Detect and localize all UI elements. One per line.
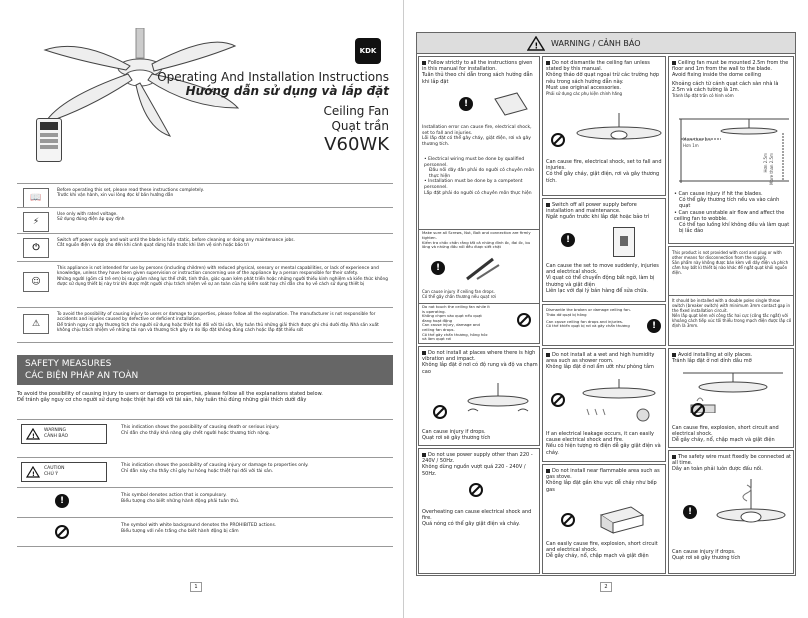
vibrating-fan-icon xyxy=(463,383,533,423)
title-vi: Hướng dẫn sử dụng và lắp đặt xyxy=(185,84,389,98)
warning-box: This product is not provided with cord and plug or with other means for disconnection from the supply. Sản phẩm này không được bán kèm với dây điện và phích cắm hay bất kì thiết bị nào khác để ngắt quạt khỏi nguồn điện. It should be installed with a double poles single throw switch (breaker switch) with minimum 3mm contact gap in the fixed installation circuit. Nên lắp quạt kèm với công tắc hai cực (công tắc ngắt) với khoảng cách tiếp xúc tối thiểu trong mạch điện được lắp cố định là 3mm. xyxy=(668,246,794,346)
warning-box: Do not use power supply other than 220 - 240V / 50Hz. Không dùng nguồn vượt quá 220 - 240V / 50Hz. Overheating can cause electrical shock and fire. Quá nóng có thể gây giật điện và cháy. xyxy=(418,448,540,574)
manual-book-icon xyxy=(493,91,529,117)
warning-box: Do not install at a wet and high humidity area such as shower room. Không lắp đặt ở nơi ẩm ướt như phòng tắm If an electrical leakage occurs, it can easily cause electrical shock and fire. Nếu có hiện tượng rò điện dễ gây giật điện và cháy. xyxy=(542,348,666,462)
gas-stove-icon xyxy=(597,501,647,535)
warning-header: ! WARNING / CẢNH BÁO xyxy=(416,32,796,54)
product-vi: Quạt trần xyxy=(331,119,389,133)
compulsory-icon: ! xyxy=(459,97,473,111)
legend-compulsory: ! This symbol denotes action that is compulsory. Biểu tượng cho biết những hành động phải tuân thủ. xyxy=(17,487,393,517)
kdk-logo: KDK xyxy=(355,38,381,64)
warning-triangle-icon xyxy=(26,428,40,440)
page-number: 2 xyxy=(600,582,612,592)
warning-triangle-icon xyxy=(527,36,545,51)
notice-row: ⚠ To avoid the possibility of causing injury to users or damage to properties, please follow all the explanation. The manufacturer is not responsible for accidents and injuries caused by defective or deficient installation. Để tránh ngay cơ gây thương tích cho người sử dụng hoặc thiệt hại đối với tài sản, hãy tuân thủ những giải thích được ghi chú dưới đây. Nhà sản xuất không chịu trách nhiệm về những tai nạn và thương tích gây ra do lắp đặt không đúng cách hoặc lắp đặt thiếu sót xyxy=(17,307,393,343)
compulsory-icon: ! xyxy=(647,319,661,333)
warning-box: Do not dismantle the ceiling fan unless stated by this manual. Không tháo dỡ quạt ngoại trừ các trường hợp nêu trong sách hướng dẫn này. Must use original accessories. Phải sử dụng các phụ kiện chính hãng Can cause fire, electrical shock, set to fall and injuries. Có thể gây cháy, giật điện, rơi và gây thương tích. xyxy=(542,56,666,196)
dimension-label: Hơn 1m xyxy=(683,143,699,148)
screwdriver-icon xyxy=(463,255,503,283)
warning-box: Dismantle the broken or damage ceiling fan. Tháo dỡ quạt bị hỏng Can cause ceiling fan drops and injuries. Có thể khiến quạt bị rơi và gây chấn thương ! xyxy=(542,304,666,346)
svg-text:!: ! xyxy=(534,41,539,50)
dimension-label: Hơn 2.5m xyxy=(763,153,768,173)
dimension-label: More than 1m xyxy=(683,137,711,142)
warning-box: Do not install at places where there is high vibration and impact. Không lắp đặt ở nơi có độ rung và độ va chạm cao Can cause injury if drops. Quạt rơi sẽ gây thương tích xyxy=(418,346,540,446)
prohibited-icon xyxy=(561,513,575,527)
page-2 xyxy=(404,0,808,618)
shower-room-fan-icon xyxy=(577,379,661,427)
product-en: Ceiling Fan xyxy=(323,104,389,118)
safety-banner xyxy=(17,355,393,385)
safety-intro: To avoid the possibility of causing injury to users or damage to properties, please follow all the explanations stated below. Để tránh gây nguy cơ cho người sử dụng hoặc thiệt hại đối với tài sản, hãy tuân thủ đúng những giải thích dưới đây xyxy=(17,391,323,404)
compulsory-icon: ! xyxy=(561,233,575,247)
title-en: Operating And Installation Instructions xyxy=(157,70,389,84)
safety-title-en: SAFETY MEASURES xyxy=(25,359,112,369)
prohibited-icon xyxy=(55,525,69,539)
model-number: V60WK xyxy=(324,134,389,155)
warning-box: Switch off all power supply before installation and maintenance. Ngắt nguồn trước khi lắp đặt hoặc bảo trì ! Can cause the set to move suddenly, injuries and electrical shock. Vì quạt có thể chuyển động bất ngờ, làm bị thương và giật điện Liên lạc với đại lý bán hàng để sửa chữa. xyxy=(542,198,666,302)
legend-prohibited: The symbol with white background denotes the PROHIBITED actions. Biểu tượng với nền trắng cho biết hành động bị cấm xyxy=(17,517,393,547)
warning-box: Follow strictly to all the instructions given in this manual for installation. Tuân thủ theo chỉ dẫn trong sách hướng dẫn khi lắp đặt ! Installation error can cause fire, electrical shock, set to fall and injuries. Lỗi lắp đặt có thể gây cháy, giật điện, rơi và gây thương tích. • Electrical wiring must be done by qualified personnel. Đấu nối dây dẫn phải do người có chuyên môn thực hiện • Installation must be done by a competent personnel. Lắp đặt phải do người có chuyên môn thực hiện Make sure all Screws, Nut, Bolt and connection are firmly tighten. Kiểm tra chắc chắn rằng tất cả những đinh ốc, đai ốc, bu lông và những đầu nối đều được siết chặt ! Can cause injury if ceiling fan drops. Có thể gây chấn thương nếu quạt rơi Do not touch the ceiling fan while it is operating. Không chạm vào quạt nếu quạt đang hoạt động Can cause injury, damage and ceiling fan drops. Có thể gây chấn thương, hỏng hóc và làm quạt rơi xyxy=(418,56,540,344)
warning-box: Do not install near flammable area such as gas stove. Không lắp đặt gần khu vực dễ cháy như bếp gas Can easily cause fire, explosion, short circuit and electrical shock. Dễ gây cháy, nổ, chập mạch và giật điện xyxy=(542,464,666,574)
switch-icon: ⏻ xyxy=(23,238,49,258)
mounting-distance-diagram xyxy=(679,117,791,183)
book-icon: 📖 xyxy=(23,188,49,208)
prohibited-icon xyxy=(469,483,483,497)
safety-wire-fan-icon xyxy=(713,479,789,543)
prohibited-icon xyxy=(517,313,531,327)
legend-warning: ! WARNING CẢNH BÁO This indication shows the possibility of causing death or serious injury. Chỉ dẫn cho thấy khả năng gây chết người hoặc thương tích nặng. xyxy=(17,419,393,457)
warning-box: Avoid installing at oily places. Tránh lắp đặt ở nơi dính dầu mỡ Can cause fire, explosion, short circuit and electrical shock. Dễ gây cháy, nổ, chập mạch và giật điện xyxy=(668,348,794,448)
warning-icon: ⚠ xyxy=(23,314,49,334)
dismantle-fan-icon xyxy=(573,113,665,157)
warning-box: Ceiling fan must be mounted 2.5m from the floor and 1m from the wall to the blade. Avoid fixing inside the dome ceiling Khoảng cách từ cánh quạt cách sàn nhà là 2.5m và cách tường là 1m. Tránh lắp đặt trần có hình vòm More than 1m Hơn 1m More than 2.5m Hơn 2.5m • Can cause injury if hit the blades. Có thể gây thương tích nếu va vào cánh quạt • Can cause unstable air flow and affect the ceiling fan to wobble. Có thể tạo luồng khí không đều và làm quạt bị lắc đảo xyxy=(668,56,794,244)
safety-title-vi: CÁC BIỆN PHÁP AN TOÀN xyxy=(25,371,139,381)
compulsory-icon: ! xyxy=(683,505,697,519)
notice-row: ⏻ Switch off power supply and wait until the blade is fully static, before cleaning or doing any maintenance jobs. Cắt nguồn điện và đợi cho đến khi cánh quạt dừng hẳn trước khi làm vệ sinh hoặc bảo trì xyxy=(17,233,393,261)
notice-row: ⚡ Use only with rated voltage. Sử dụng đúng điện áp quy định xyxy=(17,207,393,233)
legend-caution: ! CAUTION CHÚ Ý This indication shows the possibility of causing injury or damage to properties only. Chỉ dẫn này cho thấy chỉ gây hư hỏng hoặc thiệt hại đối với tài sản. xyxy=(17,457,393,487)
notice-row: ☺ This appliance is not intended for use by persons (including children) with reduced physical, sensory or mental capabilities, or lack of experience and knowledge, unless they have been given supervision or instruction concerning use of the appliance by a person responsible for their safety. Những người (gồm cả trẻ em) bị suy giảm năng lực thể chất, tinh thần, giác quan kém phát triển hoặc những người thiếu kinh nghiệm và kiến thức không được sử dụng thiết bị này trừ khi được một người chịu trách nhiệm về sự an toàn của họ kiểm soát hay chỉ dẫn cho họ về cách sử dụng thiết bị xyxy=(17,261,393,307)
prohibited-icon xyxy=(433,405,447,419)
svg-text:!: ! xyxy=(32,471,35,478)
dimension-label: More than 2.5m xyxy=(769,153,774,185)
caution-triangle-icon xyxy=(26,466,40,478)
plug-icon: ⚡ xyxy=(23,212,49,232)
prohibited-icon xyxy=(691,403,705,417)
compulsory-icon: ! xyxy=(55,494,69,508)
notice-row: 📖 Before operating this set, please read these instructions completely. Trước khi vận hành, xin vui lòng đọc kĩ bản hướng dẫn xyxy=(17,183,393,207)
remote-control-illustration xyxy=(36,118,62,162)
switch-icon xyxy=(613,227,635,257)
prohibited-icon xyxy=(551,393,565,407)
child-icon: ☺ xyxy=(23,272,49,292)
prohibited-icon xyxy=(551,133,565,147)
compulsory-icon: ! xyxy=(431,261,445,275)
svg-text:!: ! xyxy=(32,433,35,440)
warning-box: The safety wire must fixedly be connected at all time. Dây an toàn phải luôn được đấu nối. ! Can cause injury if drops. Quạt rơi sẽ gây thương tích xyxy=(668,450,794,574)
page-number: 1 xyxy=(190,582,202,592)
